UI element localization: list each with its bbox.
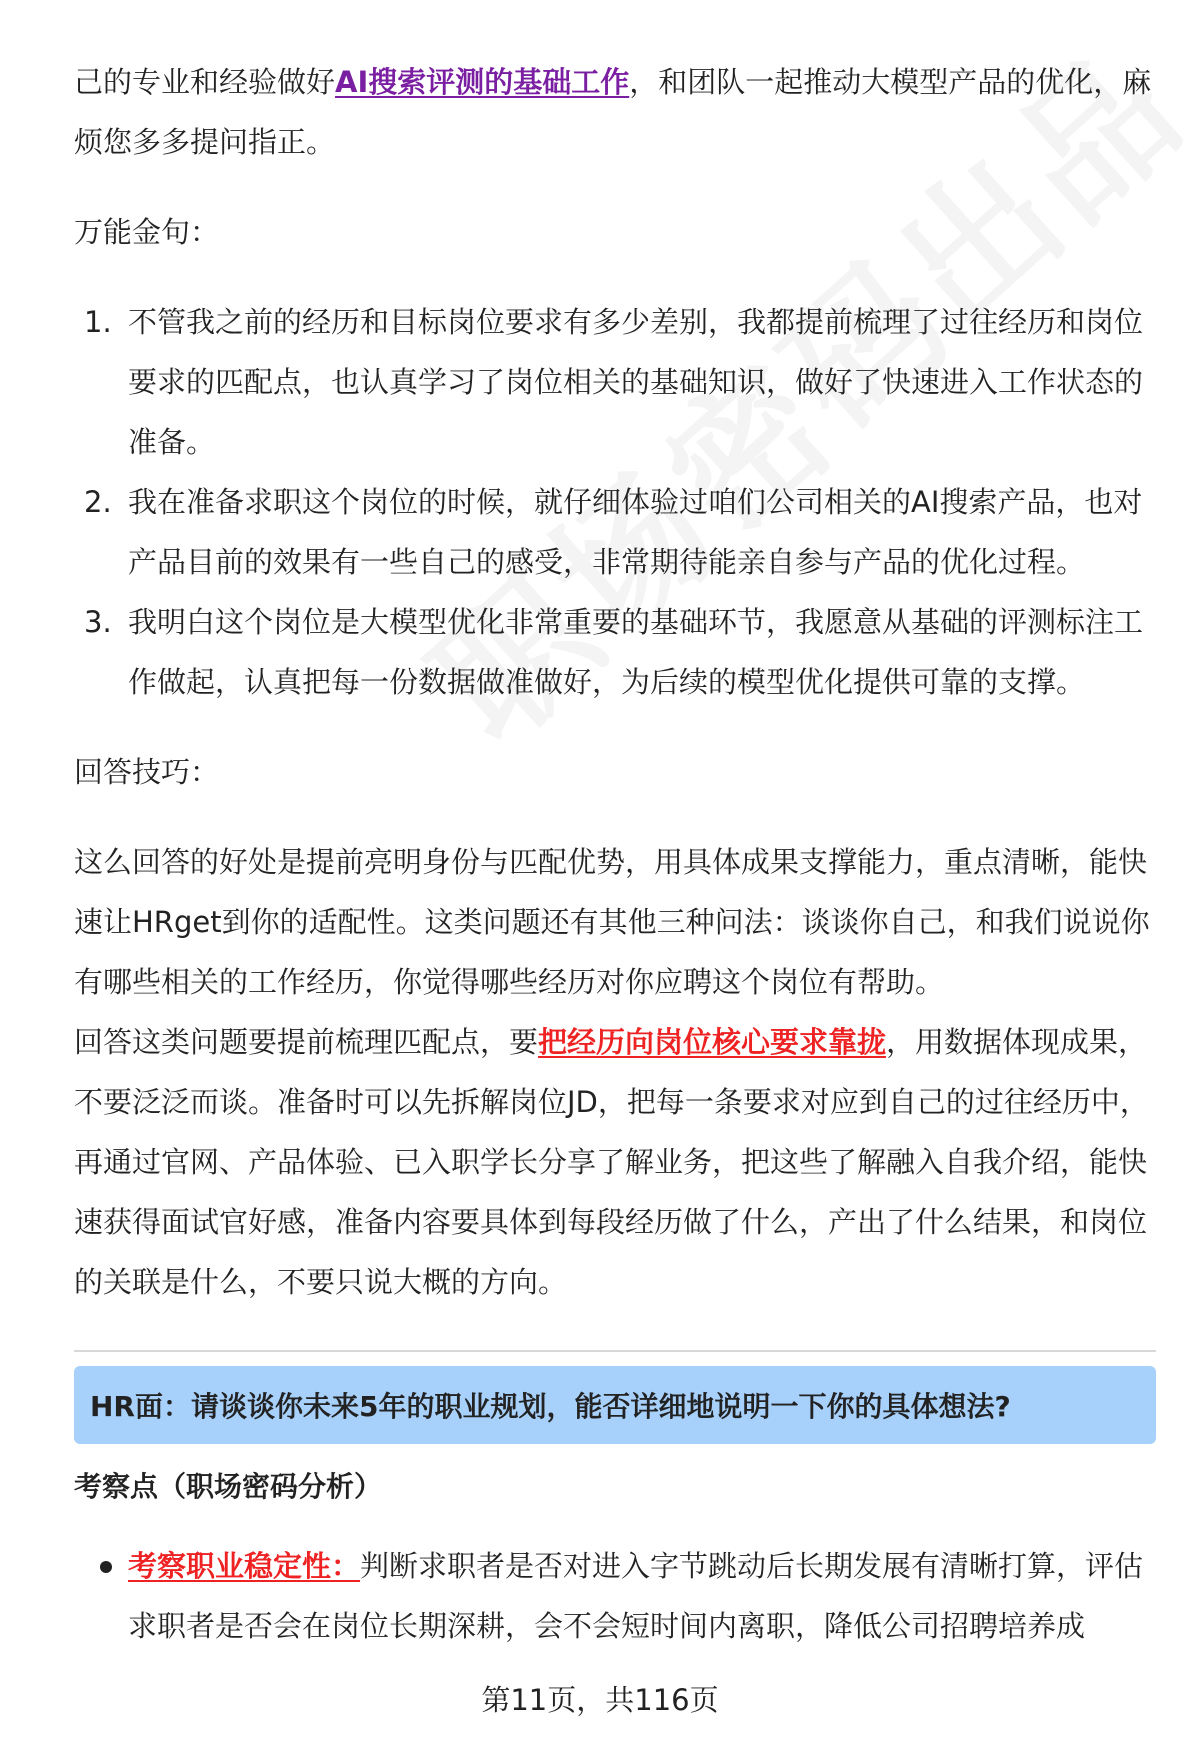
intro-highlight: AI搜索评测的基础工作	[335, 65, 630, 99]
list-item-text: 不管我之前的经历和目标岗位要求有多少差别，我都提前梳理了过往经历和岗位要求的匹配点，也认真学习了岗位相关的基础知识，做好了快速进入工作状态的准备。	[128, 305, 1144, 459]
golden-sentences-list	[74, 292, 1156, 712]
analysis-label: 考察职业稳定性：	[128, 1549, 361, 1583]
answer-tips-paragraph-2	[74, 1012, 1156, 1312]
answer-tips-heading: 回答技巧：	[74, 755, 220, 789]
golden-sentences-heading: 万能金句：	[74, 215, 220, 249]
list-item	[74, 592, 1156, 712]
page-footer: 第11页，共116页	[481, 1683, 719, 1717]
list-number: 2.	[84, 485, 112, 519]
list-item	[74, 1536, 1156, 1656]
tips-prefix: 回答这类问题要提前梳理匹配点，要	[74, 1025, 539, 1059]
hr-question-text: HR面：请谈谈你未来5年的职业规划，能否详细地说明一下你的具体想法?	[90, 1390, 1011, 1423]
list-item	[74, 472, 1156, 592]
list-item-text: 我明白这个岗位是大模型优化非常重要的基础环节，我愿意从基础的评测标注工作做起，认真把每一份数据做准做好，为后续的模型优化提供可靠的支撑。	[128, 605, 1144, 699]
bullet-icon	[100, 1561, 112, 1573]
analysis-list	[74, 1536, 1156, 1656]
tips-suffix: ，用数据体现成果，不要泛泛而谈。准备时可以先拆解岗位JD，把每一条要求对应到自己的过往经历中，再通过官网、产品体验、已入职学长分享了解业务，把这些了解融入自我介绍，能快速获得面试官好感，准备内容要具体到每段经历做了什么，产出了什么结果，和岗位的关联是什么，不要只说大概的方向。	[74, 1025, 1149, 1299]
intro-suffix: ，和团队一起推动大模型产品的优化，麻烦您多多提问指正。	[74, 65, 1152, 159]
list-number: 1.	[84, 305, 112, 339]
answer-tips-paragraph-1: 这么回答的好处是提前亮明身份与匹配优势，用具体成果支撑能力，重点清晰，能快速让HRget到你的适配性。这类问题还有其他三种问法：谈谈你自己，和我们说说你有哪些相关的工作经历，你觉得哪些经历对你应聘这个岗位有帮助。	[74, 845, 1150, 999]
section-divider	[74, 1350, 1156, 1352]
document-page	[74, 52, 1156, 1656]
intro-paragraph	[74, 52, 1156, 172]
analysis-text: 判断求职者是否对进入字节跳动后长期发展有清晰打算，评估求职者是否会在岗位长期深耕，会不会短时间内离职，降低公司招聘培养成	[128, 1549, 1144, 1643]
hr-question-box	[74, 1366, 1156, 1444]
analysis-heading: 考察点（职场密码分析）	[74, 1470, 383, 1503]
intro-prefix: 己的专业和经验做好	[74, 65, 336, 99]
list-number: 3.	[84, 605, 112, 639]
list-item	[74, 292, 1156, 472]
list-item-text: 我在准备求职这个岗位的时候，就仔细体验过咱们公司相关的AI搜索产品，也对产品目前的效果有一些自己的感受，非常期待能亲自参与产品的优化过程。	[128, 485, 1143, 579]
tips-highlight: 把经历向岗位核心要求靠拢	[538, 1025, 887, 1059]
